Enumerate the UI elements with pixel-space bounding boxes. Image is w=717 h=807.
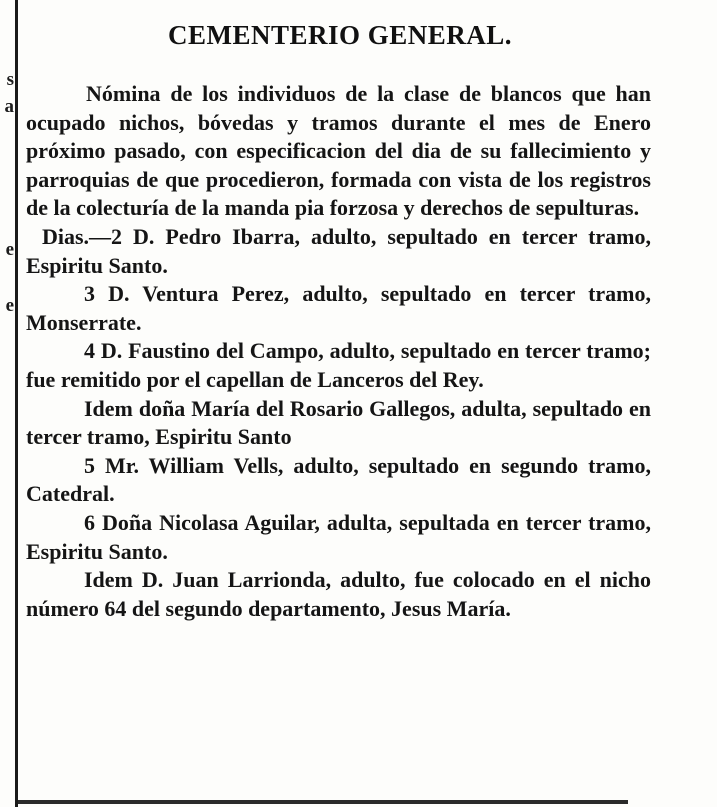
margin-fragment: s (6, 69, 14, 90)
margin-fragment: e (5, 239, 14, 260)
entry-paragraph: 4 D. Faustino del Campo, adulto, sepultado en tercer tramo; fue remitido por el capellan de Lanceros del Rey. (26, 338, 651, 392)
bottom-rule (18, 800, 628, 804)
article-body (26, 80, 651, 623)
entry-paragraph: 6 Doña Nicolasa Aguilar, adulta, sepultada en tercer tramo, Espiritu Santo. (26, 509, 651, 564)
margin-fragment: a (4, 96, 14, 117)
column-rule (15, 0, 18, 807)
margin-fragment: e (5, 295, 14, 316)
entry-paragraph: Dias.—2 D. Pedro Ibarra, adulto, sepultado en tercer tramo, Espiritu Santo. (26, 223, 651, 278)
entry-paragraph: Idem doña María del Rosario Gallegos, adulta, sepultado en tercer tramo, Espiritu Santo (26, 395, 651, 450)
entry-paragraph: Idem D. Juan Larrionda, adulto, fue colocado en el nicho número 64 del segundo departamento, Jesus María. (26, 567, 651, 621)
entry-paragraph: 3 D. Ventura Perez, adulto, sepultado en tercer tramo, Monserrate. (26, 281, 651, 335)
intro-paragraph: Nómina de los individuos de la clase de blancos que han ocupado nichos, bóvedas y tramos durante el mes de Enero próximo pasado, con especificacion del dia de su fallecimiento y parroquias de que procedieron, formada con vista de los registros de la colecturía de la manda pia forzosa y derechos de sepulturas. (26, 81, 651, 221)
article-title: CEMENTERIO GENERAL. (167, 20, 513, 50)
entry-paragraph: 5 Mr. William Vells, adulto, sepultado en segundo tramo, Catedral. (26, 452, 651, 507)
